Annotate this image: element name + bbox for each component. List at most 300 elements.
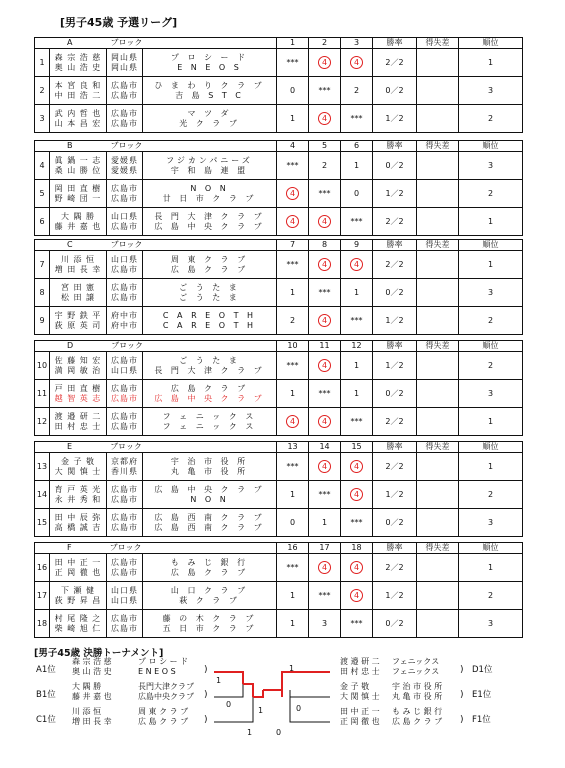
clubs-cell xyxy=(143,208,277,236)
win-mark: 4 xyxy=(350,56,363,69)
block-header xyxy=(35,38,277,49)
score-cell xyxy=(309,279,341,307)
win-rate: 1／2 xyxy=(385,113,404,123)
region-1: 広島市 xyxy=(111,485,138,494)
club-1: 周 東 ク ラ ブ xyxy=(138,707,189,716)
player-2: 永 井 秀 和 xyxy=(54,494,102,504)
region-2: 広島市 xyxy=(111,421,138,431)
score-value: *** xyxy=(286,259,299,269)
region-1: 広島市 xyxy=(111,184,138,193)
diff-cell xyxy=(417,453,459,481)
players-cell xyxy=(50,408,107,436)
region-2: 広島市 xyxy=(111,221,138,231)
win-rate-cell xyxy=(373,380,417,408)
opponent-number: 15 xyxy=(341,442,373,453)
score-value: 1 xyxy=(353,360,360,370)
players-cell xyxy=(50,481,107,509)
club-1: 長 門 大 津 ク ラ ブ xyxy=(154,212,265,221)
region-2: 岡山県 xyxy=(111,62,138,72)
block-suffix: ブロック xyxy=(110,442,142,451)
rank-cell xyxy=(459,152,523,180)
players-cell xyxy=(50,380,107,408)
club-2: N O N xyxy=(190,494,229,504)
row-number: 10 xyxy=(36,360,48,370)
rank: 2 xyxy=(487,113,494,123)
block-header xyxy=(35,543,277,554)
regions-cell xyxy=(107,49,143,77)
clubs-cell xyxy=(143,180,277,208)
rank-cell xyxy=(459,481,523,509)
region-2: 広島市 xyxy=(111,393,138,403)
regions-cell xyxy=(107,279,143,307)
diff-cell xyxy=(417,610,459,638)
score-cell xyxy=(309,49,341,77)
row-number-cell xyxy=(35,105,50,133)
score-value: *** xyxy=(318,287,331,297)
region-1: 山口県 xyxy=(111,255,138,264)
score-cell xyxy=(277,582,309,610)
regions-cell xyxy=(107,554,143,582)
score-cell xyxy=(309,453,341,481)
score-value: *** xyxy=(286,57,299,67)
club-1: ひ ま わ り ク ラ ブ xyxy=(154,81,265,90)
opponent-number: 17 xyxy=(309,543,341,554)
block-b-table xyxy=(34,140,523,236)
diff-cell xyxy=(417,77,459,105)
opponent-number: 9 xyxy=(341,240,373,251)
clubs-cell xyxy=(143,77,277,105)
row-number: 11 xyxy=(36,388,48,398)
block-header xyxy=(35,240,277,251)
column-header: 勝率 xyxy=(373,240,417,251)
score-cell xyxy=(341,352,373,380)
diff-cell xyxy=(417,251,459,279)
clubs-cell xyxy=(143,610,277,638)
club-2: 広 島 ク ラ ブ xyxy=(392,717,443,726)
club-1: ご う た ま xyxy=(179,283,240,292)
club-1: マ ツ ダ xyxy=(187,109,232,118)
region-1: 広島市 xyxy=(111,109,138,118)
row-number-cell xyxy=(35,180,50,208)
club-2: ご う た ま xyxy=(179,292,240,302)
rank: 1 xyxy=(487,562,494,572)
seed-label: F1位 xyxy=(472,715,491,725)
region-1: 山口県 xyxy=(111,586,138,595)
win-rate-cell xyxy=(373,582,417,610)
score-value: 1 xyxy=(289,287,296,297)
rank-cell xyxy=(459,105,523,133)
opponent-number: 10 xyxy=(277,341,309,352)
row-number-cell xyxy=(35,352,50,380)
players-cell xyxy=(50,554,107,582)
win-mark: 4 xyxy=(286,215,299,228)
player-1: 宮 田 憲 xyxy=(60,283,96,292)
clubs-cell xyxy=(143,380,277,408)
player-1: 金 子 敬 xyxy=(340,682,370,691)
club-1: 周 東 ク ラ ブ xyxy=(170,255,249,264)
team-row xyxy=(35,180,523,208)
clubs-cell xyxy=(143,279,277,307)
seed-label: E1位 xyxy=(472,690,492,700)
opponent-number: 7 xyxy=(277,240,309,251)
player-1: 大 隅 勝 xyxy=(60,212,96,221)
team-row xyxy=(35,77,523,105)
player-1: 佐 藤 知 宏 xyxy=(54,356,102,365)
regions-cell xyxy=(107,610,143,638)
opponent-number: 14 xyxy=(309,442,341,453)
win-rate-cell xyxy=(373,251,417,279)
column-header: 勝率 xyxy=(373,442,417,453)
clubs-cell xyxy=(143,453,277,481)
score-cell xyxy=(341,307,373,335)
row-number: 16 xyxy=(36,562,48,572)
block-name: E xyxy=(67,442,73,451)
column-header: 得失差 xyxy=(417,141,459,152)
rank: 1 xyxy=(487,416,494,426)
bracket-line-ab-win xyxy=(243,684,253,697)
player-2: 満 岡 敏 治 xyxy=(54,365,102,375)
diff-cell xyxy=(417,49,459,77)
club-2: 広 島 ク ラ ブ xyxy=(170,264,249,274)
row-number: 2 xyxy=(39,85,45,95)
score-cell xyxy=(309,610,341,638)
column-header: 勝率 xyxy=(373,543,417,554)
diff-cell xyxy=(417,380,459,408)
team-row xyxy=(35,509,523,537)
rank-cell xyxy=(459,582,523,610)
player-2: 柴 崎 旭 仁 xyxy=(54,623,102,633)
block-suffix: ブロック xyxy=(110,240,143,249)
regions-cell xyxy=(107,453,143,481)
club-2: 広 島 中 央 ク ラ ブ xyxy=(154,221,265,231)
column-header: 順位 xyxy=(459,442,523,453)
score-value: 2 xyxy=(289,315,296,325)
club-1: 広 島 ク ラ ブ xyxy=(170,384,249,393)
row-number: 15 xyxy=(36,517,48,527)
row-number-cell xyxy=(35,453,50,481)
rank: 3 xyxy=(487,388,494,398)
player-1: 田 中 正 一 xyxy=(54,558,102,567)
clubs-cell xyxy=(143,307,277,335)
region-1: 広島市 xyxy=(111,513,138,522)
row-number-cell xyxy=(35,481,50,509)
score-cell xyxy=(341,481,373,509)
score-cell xyxy=(277,208,309,236)
player-1: 村 尾 隆 之 xyxy=(54,614,102,623)
score-cell xyxy=(277,49,309,77)
win-rate-cell xyxy=(373,105,417,133)
club-1: 広 島 西 南 ク ラ ブ xyxy=(154,513,265,522)
rank: 2 xyxy=(487,315,494,325)
row-number: 14 xyxy=(36,489,48,499)
score-value: 2 xyxy=(353,85,360,95)
team-row xyxy=(35,481,523,509)
row-number-cell xyxy=(35,380,50,408)
bracket-paren: ) xyxy=(460,690,464,700)
club-2: 五 日 市 ク ラ ブ xyxy=(162,623,257,633)
win-rate: 2／2 xyxy=(385,57,404,67)
opponent-number: 6 xyxy=(341,141,373,152)
score-cell xyxy=(341,453,373,481)
player-2: 荻 野 昇 昌 xyxy=(54,595,102,605)
team-row xyxy=(35,610,523,638)
score-cell xyxy=(277,307,309,335)
row-number-cell xyxy=(35,610,50,638)
player-1: 森 宗 浩 慈 xyxy=(54,53,102,62)
bracket-line-e1 xyxy=(290,690,330,697)
block-header xyxy=(35,341,277,352)
clubs-cell xyxy=(143,554,277,582)
club-2: E N E O S xyxy=(177,62,242,72)
match-score: 1 xyxy=(216,676,222,685)
club-1: 広 島 中 央 ク ラ ブ xyxy=(154,485,265,494)
score-cell xyxy=(309,77,341,105)
clubs-cell xyxy=(143,49,277,77)
score-value: 1 xyxy=(289,489,296,499)
club-2: 丸 亀 市 役 所 xyxy=(170,466,249,476)
win-mark: 4 xyxy=(350,258,363,271)
win-rate-cell xyxy=(373,77,417,105)
score-value: 0 xyxy=(353,188,360,198)
block-suffix: ブロック xyxy=(109,543,142,552)
rank: 3 xyxy=(487,517,494,527)
regions-cell xyxy=(107,380,143,408)
player-2: 越 智 英 志 xyxy=(54,393,102,403)
team-row xyxy=(35,352,523,380)
score-cell xyxy=(341,582,373,610)
score-value: 3 xyxy=(321,618,328,628)
score-value: 0 xyxy=(289,85,296,95)
row-number-cell xyxy=(35,554,50,582)
win-rate-cell xyxy=(373,180,417,208)
opponent-number: 1 xyxy=(277,38,309,49)
match-score: 0 xyxy=(276,728,282,737)
team-row xyxy=(35,582,523,610)
region-1: 広島市 xyxy=(111,283,138,292)
score-value: *** xyxy=(350,216,363,226)
score-value: *** xyxy=(350,517,363,527)
player-1: 下 瀬 健 xyxy=(60,586,96,595)
row-number-cell xyxy=(35,251,50,279)
player-2: 荻 原 英 司 xyxy=(54,320,102,330)
bracket-line-b1 xyxy=(214,684,243,697)
player-1: 森 宗 浩 慈 xyxy=(72,657,112,666)
rank: 2 xyxy=(487,360,494,370)
player-2: 藤 井 嘉 也 xyxy=(72,692,112,701)
rank-cell xyxy=(459,307,523,335)
team-row xyxy=(35,152,523,180)
win-mark: 4 xyxy=(318,314,331,327)
club-1: フジカンパニーズ xyxy=(166,156,253,165)
club-1: 山 口 ク ラ ブ xyxy=(170,586,249,595)
regions-cell xyxy=(107,307,143,335)
player-2: 山 本 昌 宏 xyxy=(54,118,102,128)
block-a-table xyxy=(34,37,523,133)
score-cell xyxy=(309,307,341,335)
column-header: 得失差 xyxy=(417,38,459,49)
rank-cell xyxy=(459,408,523,436)
win-rate: 0／2 xyxy=(385,85,404,95)
win-mark: 4 xyxy=(350,488,363,501)
score-value: *** xyxy=(318,590,331,600)
score-value: 1 xyxy=(289,113,296,123)
team-row xyxy=(35,380,523,408)
opponent-number: 5 xyxy=(309,141,341,152)
region-2: 広島市 xyxy=(111,292,138,302)
regions-cell xyxy=(107,152,143,180)
score-cell xyxy=(277,453,309,481)
player-2: 高 橋 誠 吉 xyxy=(54,522,102,532)
clubs-cell xyxy=(143,352,277,380)
region-1: 広島市 xyxy=(111,614,138,623)
opponent-number: 8 xyxy=(309,240,341,251)
region-2: 愛媛県 xyxy=(111,165,138,175)
player-2: 田 村 忠 士 xyxy=(340,667,380,676)
seed-label: D1位 xyxy=(472,665,493,675)
block-name: F xyxy=(67,543,72,552)
block-suffix: ブロック xyxy=(111,341,144,350)
win-mark: 4 xyxy=(318,258,331,271)
score-cell xyxy=(309,582,341,610)
players-cell xyxy=(50,208,107,236)
score-cell xyxy=(277,481,309,509)
player-2: 正 岡 徹 也 xyxy=(54,567,102,577)
score-value: *** xyxy=(286,360,299,370)
rank: 1 xyxy=(487,216,494,226)
diff-cell xyxy=(417,152,459,180)
club-2: 宇 和 島 連 盟 xyxy=(170,165,249,175)
region-2: 広島市 xyxy=(111,522,138,532)
match-score: 1 xyxy=(289,664,295,673)
region-1: 山口県 xyxy=(111,212,138,221)
diff-cell xyxy=(417,408,459,436)
block-c-table xyxy=(34,239,523,335)
rank-cell xyxy=(459,554,523,582)
players-cell xyxy=(50,509,107,537)
block-header xyxy=(35,141,277,152)
column-header: 順位 xyxy=(459,341,523,352)
clubs-cell xyxy=(143,582,277,610)
score-cell xyxy=(277,105,309,133)
match-score: 1 xyxy=(247,728,253,737)
row-number-cell xyxy=(35,77,50,105)
player-1: 渡 邉 研 二 xyxy=(340,657,380,666)
score-cell xyxy=(341,509,373,537)
score-cell xyxy=(341,152,373,180)
region-2: 広島市 xyxy=(111,90,138,100)
block-d-table xyxy=(34,340,523,436)
win-rate: 2／2 xyxy=(385,416,404,426)
club-1: フ ェ ニ ッ ク ス xyxy=(162,412,257,421)
column-header: 順位 xyxy=(459,543,523,554)
score-value: 1 xyxy=(353,287,360,297)
region-2: 香川県 xyxy=(111,466,138,476)
win-rate: 2／2 xyxy=(385,562,404,572)
rank-cell xyxy=(459,251,523,279)
row-number: 17 xyxy=(36,590,48,600)
rank: 3 xyxy=(487,287,494,297)
diff-cell xyxy=(417,307,459,335)
rank-cell xyxy=(459,279,523,307)
club-2: 廿 日 市 ク ラ ブ xyxy=(162,193,257,203)
player-1: 大 隅 勝 xyxy=(72,682,102,691)
regions-cell xyxy=(107,352,143,380)
win-mark: 4 xyxy=(286,415,299,428)
player-1: 渡 邉 研 二 xyxy=(54,412,102,421)
win-rate-cell xyxy=(373,481,417,509)
region-2: 山口県 xyxy=(111,365,138,375)
rank-cell xyxy=(459,380,523,408)
win-rate-cell xyxy=(373,307,417,335)
match-score: 1 xyxy=(258,706,264,715)
club-2: フェニックス xyxy=(392,667,440,676)
column-header: 得失差 xyxy=(417,442,459,453)
win-mark: 4 xyxy=(318,415,331,428)
clubs-cell xyxy=(143,481,277,509)
region-2: 府中市 xyxy=(111,320,138,330)
win-mark: 4 xyxy=(318,359,331,372)
region-1: 広島市 xyxy=(111,356,138,365)
region-2: 山口県 xyxy=(111,595,138,605)
score-value: *** xyxy=(350,416,363,426)
club-2: 吉 島 S T C xyxy=(175,90,244,100)
opponent-number: 16 xyxy=(277,543,309,554)
score-cell xyxy=(341,279,373,307)
row-number: 18 xyxy=(36,618,48,628)
opponent-number: 13 xyxy=(277,442,309,453)
rank: 3 xyxy=(487,85,494,95)
win-rate-cell xyxy=(373,554,417,582)
score-value: *** xyxy=(318,388,331,398)
score-cell xyxy=(341,610,373,638)
win-mark: 4 xyxy=(350,561,363,574)
club-2: 広島中央クラブ xyxy=(138,692,194,701)
score-cell xyxy=(277,554,309,582)
rank-cell xyxy=(459,453,523,481)
score-cell xyxy=(341,49,373,77)
win-rate-cell xyxy=(373,49,417,77)
team-row xyxy=(35,307,523,335)
diff-cell xyxy=(417,582,459,610)
row-number: 4 xyxy=(39,160,45,170)
clubs-cell xyxy=(143,251,277,279)
rank-cell xyxy=(459,509,523,537)
team-row xyxy=(35,554,523,582)
score-cell xyxy=(309,152,341,180)
score-value: *** xyxy=(318,188,331,198)
team-row xyxy=(35,408,523,436)
bracket-line-c1 xyxy=(214,697,253,722)
diff-cell xyxy=(417,481,459,509)
win-rate: 0／2 xyxy=(385,388,404,398)
block-f-table xyxy=(34,542,523,638)
rank-cell xyxy=(459,49,523,77)
diff-cell xyxy=(417,352,459,380)
column-header: 得失差 xyxy=(417,543,459,554)
player-1: 眞 鍋 一 志 xyxy=(54,156,102,165)
score-cell xyxy=(341,380,373,408)
score-cell xyxy=(309,180,341,208)
rank: 3 xyxy=(487,618,494,628)
player-2: 増 田 長 幸 xyxy=(72,717,112,726)
score-value: 1 xyxy=(289,590,296,600)
club-2: 長 門 大 津 ク ラ ブ xyxy=(154,365,265,375)
regions-cell xyxy=(107,208,143,236)
player-2: 奥 山 浩 史 xyxy=(54,62,102,72)
score-cell xyxy=(309,509,341,537)
player-2: 中 田 浩 二 xyxy=(54,90,102,100)
rank-cell xyxy=(459,610,523,638)
